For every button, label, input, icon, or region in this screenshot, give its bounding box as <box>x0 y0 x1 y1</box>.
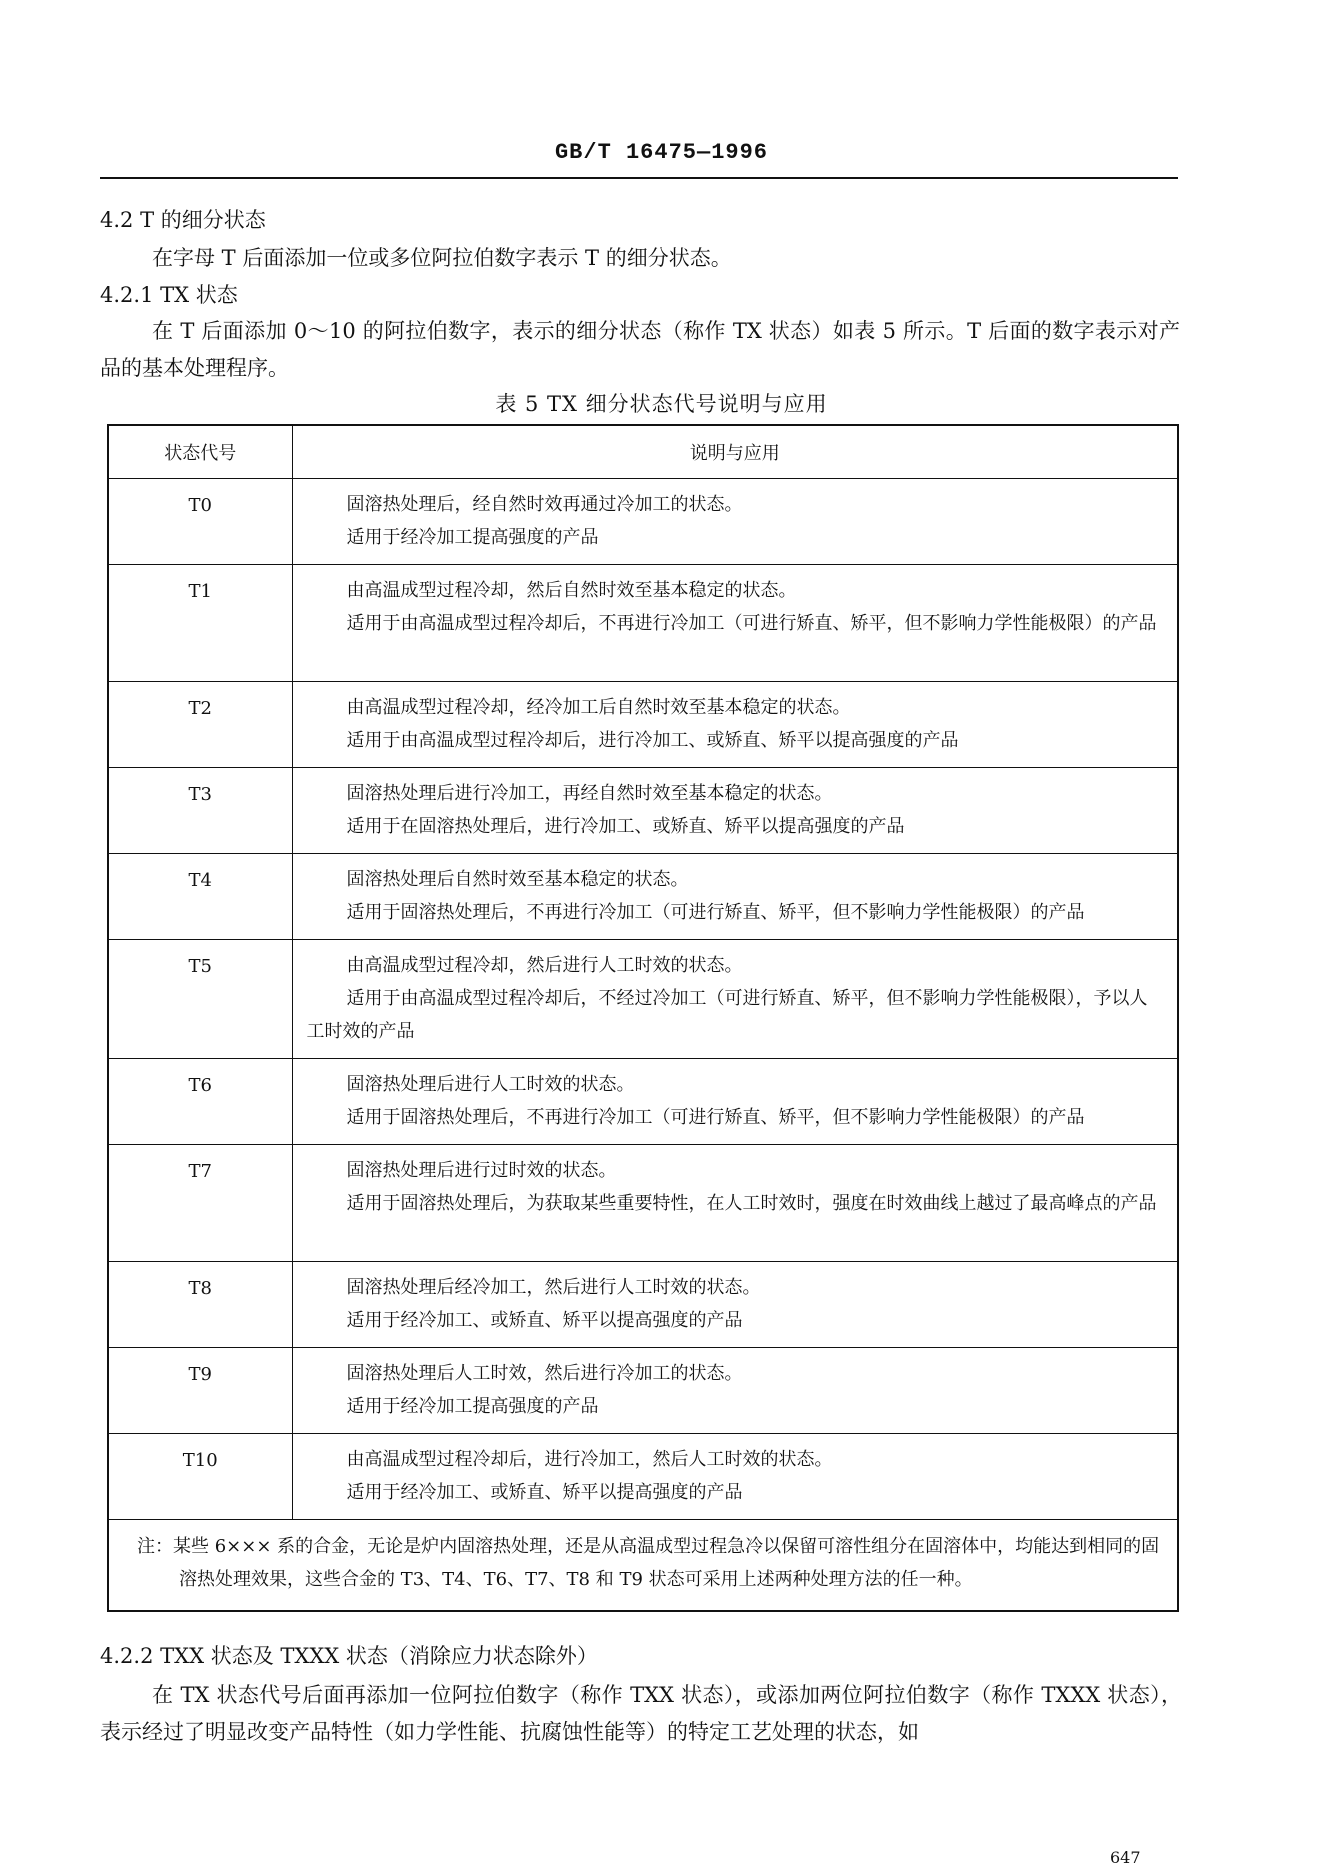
state-text: 固溶热处理后自然时效至基本稳定的状态。 <box>346 869 689 890</box>
status-code: T5 <box>108 940 292 1059</box>
section-4-2-1-text: 在 T 后面添加 0～10 的阿拉伯数字，表示的细分状态（称作 TX 状态）如表 5 所示。T 后面的数字表示对产品的基本处理程序。 <box>100 319 1180 380</box>
table-row <box>108 1262 1178 1348</box>
state-text: 由高温成型过程冷却后，进行冷加工，然后人工时效的状态。 <box>346 1449 833 1470</box>
application-text: 适用于固溶热处理后，为获取某些重要特性，在人工时效时，强度在时效曲线上越过了最高峰点的产品 <box>346 1193 1157 1214</box>
application-text: 适用于在固溶热处理后，进行冷加工、或矫直、矫平以提高强度的产品 <box>346 816 905 837</box>
status-code: T4 <box>108 854 292 940</box>
application-text: 适用于固溶热处理后，不再进行冷加工（可进行矫直、矫平，但不影响力学性能极限）的产品 <box>346 1107 1085 1128</box>
page-number: 647 <box>1110 1848 1141 1867</box>
status-description <box>292 1262 1178 1348</box>
application-text: 适用于经冷加工提高强度的产品 <box>346 1396 599 1417</box>
state-text: 由高温成型过程冷却，经冷加工后自然时效至基本稳定的状态。 <box>346 697 851 718</box>
table-row <box>108 854 1178 940</box>
application-text: 适用于由高温成型过程冷却后，不经过冷加工（可进行矫直、矫平，但不影响力学性能极限），予以人工时效的产品 <box>306 988 1148 1042</box>
table-caption: 表 5 TX 细分状态代号说明与应用 <box>495 392 828 416</box>
application-text: 适用于由高温成型过程冷却后，不再进行冷加工（可进行矫直、矫平，但不影响力学性能极限）的产品 <box>346 613 1157 634</box>
header-rule <box>100 177 1178 179</box>
status-description <box>292 479 1178 565</box>
section-4-2-1-heading: 4.2.1 TX 状态 <box>100 283 238 307</box>
state-text: 固溶热处理后进行人工时效的状态。 <box>346 1074 635 1095</box>
table-row <box>108 940 1178 1059</box>
section-4-2-2-heading: 4.2.2 TXX 状态及 TXXX 状态（消除应力状态除外） <box>100 1644 598 1668</box>
standard-number-header: GB/T 16475—1996 <box>554 140 769 165</box>
table-row <box>108 1434 1178 1520</box>
table-row <box>108 565 1178 682</box>
state-text: 由高温成型过程冷却，然后自然时效至基本稳定的状态。 <box>346 580 797 601</box>
column-header-description: 说明与应用 <box>292 425 1178 479</box>
table-row <box>108 1348 1178 1434</box>
application-text: 适用于经冷加工、或矫直、矫平以提高强度的产品 <box>346 1310 743 1331</box>
status-description <box>292 1434 1178 1520</box>
status-description <box>292 1059 1178 1145</box>
state-text: 固溶热处理后进行冷加工，再经自然时效至基本稳定的状态。 <box>346 783 833 804</box>
state-text: 固溶热处理后经冷加工，然后进行人工时效的状态。 <box>346 1277 761 1298</box>
status-code: T2 <box>108 682 292 768</box>
status-description <box>292 940 1178 1059</box>
table-note <box>108 1520 1178 1612</box>
application-text: 适用于由高温成型过程冷却后，进行冷加工、或矫直、矫平以提高强度的产品 <box>346 730 959 751</box>
tx-status-table <box>107 424 1179 1612</box>
status-code: T9 <box>108 1348 292 1434</box>
status-code: T8 <box>108 1262 292 1348</box>
status-description <box>292 565 1178 682</box>
status-description <box>292 682 1178 768</box>
application-text: 适用于固溶热处理后，不再进行冷加工（可进行矫直、矫平，但不影响力学性能极限）的产品 <box>346 902 1085 923</box>
status-code: T6 <box>108 1059 292 1145</box>
state-text: 固溶热处理后，经自然时效再通过冷加工的状态。 <box>346 494 743 515</box>
table-note-row <box>108 1520 1178 1612</box>
table-row <box>108 768 1178 854</box>
state-text: 由高温成型过程冷却，然后进行人工时效的状态。 <box>346 955 743 976</box>
status-code: T7 <box>108 1145 292 1262</box>
table-row <box>108 682 1178 768</box>
state-text: 固溶热处理后进行过时效的状态。 <box>346 1160 617 1181</box>
section-4-2-2-text: 在 TX 状态代号后面再添加一位阿拉伯数字（称作 TXX 状态），或添加两位阿拉伯数字（称作 TXXX 状态），表示经过了明显改变产品特性（如力学性能、抗腐蚀性能等）的特定工艺处理的状态，如 <box>100 1683 1182 1744</box>
application-text: 适用于经冷加工、或矫直、矫平以提高强度的产品 <box>346 1482 743 1503</box>
status-code: T1 <box>108 565 292 682</box>
status-description <box>292 768 1178 854</box>
status-code: T0 <box>108 479 292 565</box>
status-code: T10 <box>108 1434 292 1520</box>
status-description <box>292 854 1178 940</box>
table-note-text: 注：某些 6××× 系的合金，无论是炉内固溶热处理，还是从高温成型过程急冷以保留可溶性组分在固溶体中，均能达到相同的固溶热处理效果，这些合金的 T3、T4、T6、T7、T8 和 T9 状态可采用上述两种处理方法的任一种。 <box>137 1536 1160 1590</box>
state-text: 固溶热处理后人工时效，然后进行冷加工的状态。 <box>346 1363 743 1384</box>
table-row <box>108 479 1178 565</box>
status-description <box>292 1145 1178 1262</box>
section-4-2-heading: 4.2 T 的细分状态 <box>100 208 266 232</box>
table-row <box>108 1059 1178 1145</box>
status-description <box>292 1348 1178 1434</box>
application-text: 适用于经冷加工提高强度的产品 <box>346 527 599 548</box>
table-header-row <box>108 425 1178 479</box>
section-4-2-text: 在字母 T 后面添加一位或多位阿拉伯数字表示 T 的细分状态。 <box>152 246 732 270</box>
status-code: T3 <box>108 768 292 854</box>
column-header-code: 状态代号 <box>108 425 292 479</box>
table-row <box>108 1145 1178 1262</box>
